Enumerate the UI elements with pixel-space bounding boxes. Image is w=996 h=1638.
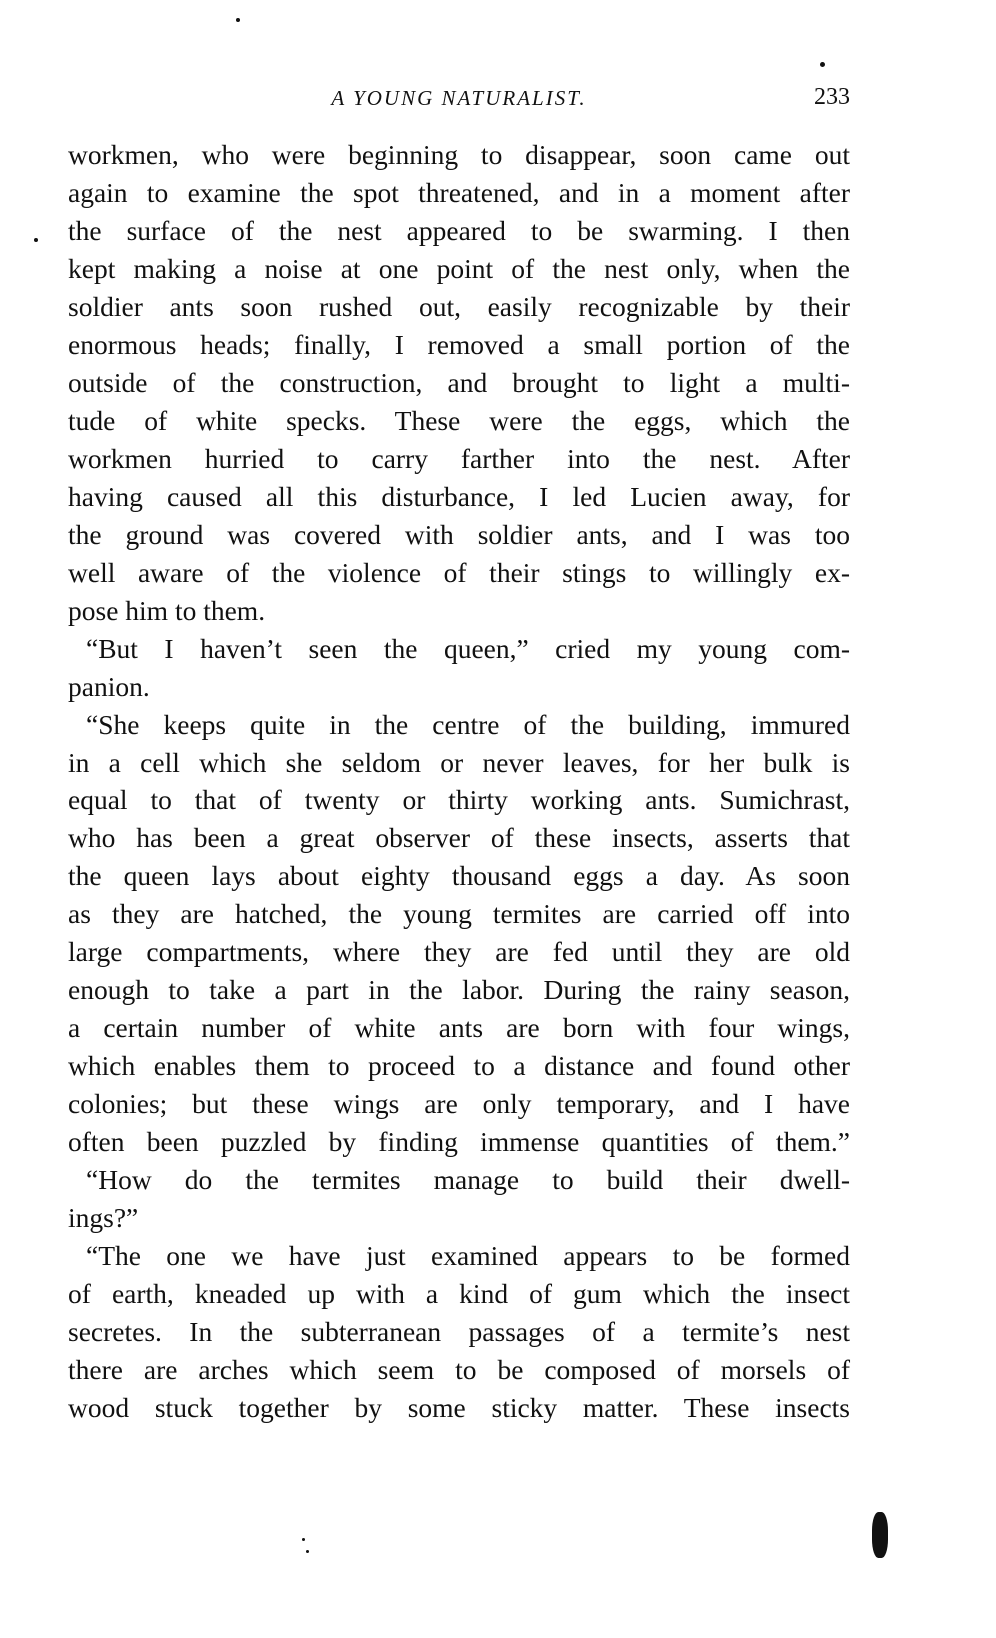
text-line: “The one we have just examined appears to be formed [86, 1240, 850, 1272]
text-line: “How do the termites manage to build their dwell- [86, 1164, 850, 1196]
text-line: the ground was covered with soldier ants, and I was too [68, 518, 850, 550]
text-line: wood stuck together by some sticky matter. These insects [68, 1391, 850, 1423]
text-line: well aware of the violence of their stings to willingly ex- [68, 556, 850, 588]
text-line: the queen lays about eighty thousand eggs a day. As soon [68, 860, 850, 892]
ink-speck [34, 238, 38, 242]
ink-speck [306, 1550, 309, 1553]
running-title: A YOUNG NATURALIST. [331, 86, 587, 110]
ink-speck [302, 1538, 305, 1541]
text-line: workmen, who were beginning to disappear, soon came out [68, 139, 850, 170]
text-line: there are arches which seem to be composed of morsels of [68, 1354, 850, 1385]
text-line: tude of white specks. These were the eggs, which the [68, 404, 850, 436]
page-body-text [68, 136, 850, 1427]
text-line: which enables them to proceed to a distance and found other [68, 1050, 850, 1082]
text-line: enough to take a part in the labor. During the rainy season, [68, 974, 850, 1006]
text-line: soldier ants soon rushed out, easily recognizable by their [68, 290, 850, 322]
ink-speck [872, 1512, 888, 1558]
text-line: a certain number of white ants are born with four wings, [68, 1012, 850, 1044]
text-line: outside of the construction, and brought to light a multi- [68, 366, 850, 398]
text-line: panion. [68, 670, 150, 702]
text-line: of earth, kneaded up with a kind of gum which the insect [68, 1278, 850, 1310]
text-line: the surface of the nest appeared to be swarming. I then [68, 214, 850, 246]
text-line: in a cell which she seldom or never leaves, for her bulk is [68, 746, 850, 778]
ink-speck [820, 62, 825, 67]
text-line: as they are hatched, the young termites are carried off into [68, 898, 850, 930]
page-number: 233 [814, 84, 850, 110]
text-line: colonies; but these wings are only temporary, and I have [68, 1088, 850, 1120]
text-line: secretes. In the subterranean passages of a termite’s nest [68, 1316, 850, 1348]
text-line: having caused all this disturbance, I led Lucien away, for [68, 480, 850, 512]
ink-speck [236, 18, 240, 22]
text-line: ings?” [68, 1202, 139, 1234]
text-line: kept making a noise at one point of the nest only, when the [68, 252, 850, 284]
text-line: “But I haven’t seen the queen,” cried my young com- [86, 632, 850, 664]
text-line: large compartments, where they are fed until they are old [68, 936, 850, 968]
text-line: often been puzzled by finding immense quantities of them.” [68, 1126, 850, 1158]
text-line: equal to that of twenty or thirty working ants. Sumichrast, [68, 784, 850, 816]
text-line: enormous heads; finally, I removed a small portion of the [68, 328, 850, 360]
text-line: “She keeps quite in the centre of the building, immured [86, 708, 850, 740]
text-line: workmen hurried to carry farther into the nest. After [68, 442, 850, 474]
text-line: who has been a great observer of these insects, asserts that [68, 822, 850, 854]
text-line: pose him to them. [68, 594, 266, 626]
text-line: again to examine the spot threatened, and in a moment after [68, 176, 850, 208]
running-header [68, 80, 850, 116]
